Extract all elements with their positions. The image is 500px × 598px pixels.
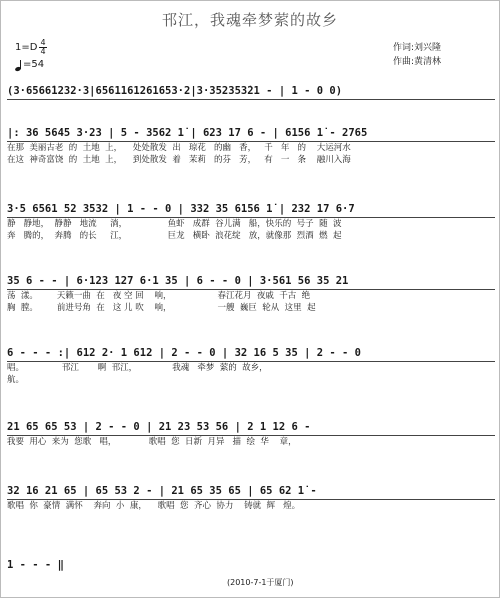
notation-line: 35 6 - - | 6·123 127 6·1 35 | 6 - - 0 | 3·561 56 35 21 [7,273,495,290]
score-row-8 [7,557,117,573]
time-signature-top: 4 [40,38,46,47]
credits [393,41,441,69]
song-title: 邗江，我魂牵梦萦的故乡 [161,11,338,29]
time-signature-bottom: 4 [40,47,46,56]
tempo-marking [15,58,47,72]
notation-line: 21 65 65 53 | 2 - - 0 | 21 23 53 56 | 2 1 12 6 - [7,419,495,436]
lyric-verse-1: 荡 漾。 天籁一曲 在 夜 空 回 响， 春江花月 夜戚 千古 绝 [7,291,311,301]
score-row-7 [7,483,495,512]
lyricist: 作词:刘兴隆 [393,43,442,53]
key-signature: 1=D [15,41,38,53]
lyric-verse-1: 唱。 邗江 啊 邗江， 我魂 牵梦 萦的 故乡， [7,363,268,373]
lyric-verse-2: 奔 腾的， 奔腾 的长 江， 巨龙 横卧 浪花绽 放，就像那 烈酒 燃 起 [7,231,342,241]
score-row-6 [7,419,495,448]
lyric-verse-2: 在这 神奇富饶 的 土地 上， 到处散发 着 茉莉 的芬 芳， 有 一 条 融川入海 [7,155,351,165]
lyric-verse-2: 胸 膛。 前进号角 在 这 儿 吹 响， 一艘 巍巨 轮从 这里 起 [7,303,316,313]
key-and-time [15,39,47,56]
score-row-1 [7,83,495,100]
notation-line: 1 - - - ‖ [7,559,64,571]
lyric-verse-1: 歌唱 你 豪情 满怀 奔向 小 康， 歌唱 您 齐心 协力 铸就 辉 煌。 [7,501,301,511]
score-header-left [15,39,47,72]
score-row-4 [7,273,495,314]
tempo-value: =54 [23,59,45,70]
notation-line: (3·6566̇1232·3|6561161261653·2|3·352353̇21 - | 1 - 0 0) [7,83,495,100]
score-row-5 [7,345,495,386]
lyric-verse-1: 在那 美丽古老 的 土地 上， 处处散发 出 琼花 的幽 香， 千 年 的 大运河水 [7,143,351,153]
notation-line: |: 36 5645 3·23 | 5 - 3562 1̇ | 623 17 6 - | 6156 1̇ - 2765 [7,125,495,142]
score-row-3 [7,201,495,242]
composition-date: (2010-7-1于厦门) [227,578,294,587]
notation-line: 32 16 21 65 | 65 53 2 - | 21 65 35 65 | 65 62 1̇ - [7,483,495,500]
lyric-verse-1: 静 静地， 静静 地流 淌， 鱼虾 成群 谷儿满 船，快乐的 号子 随 波 [7,219,342,229]
lyric-verse-2: 航。 [7,375,25,385]
notation-line: 6 - - - :| 612 2· 1 612 | 2 - - 0 | 32 16 5 35 | 2 - - 0 [7,345,495,362]
composer: 作曲:黄清林 [393,57,442,67]
lyric-verse-1: 我要 用心 来为 您歌 唱， 歌唱 您 日新 月异 描 绘 华 章， [7,437,297,447]
time-signature [39,39,46,56]
quarter-note-icon [15,60,21,71]
score-row-2 [7,125,495,166]
notation-line: 3·5 6561 52 3532 | 1 - - 0 | 332 35 6156 1̇ | 232 17 6·7 [7,201,495,218]
